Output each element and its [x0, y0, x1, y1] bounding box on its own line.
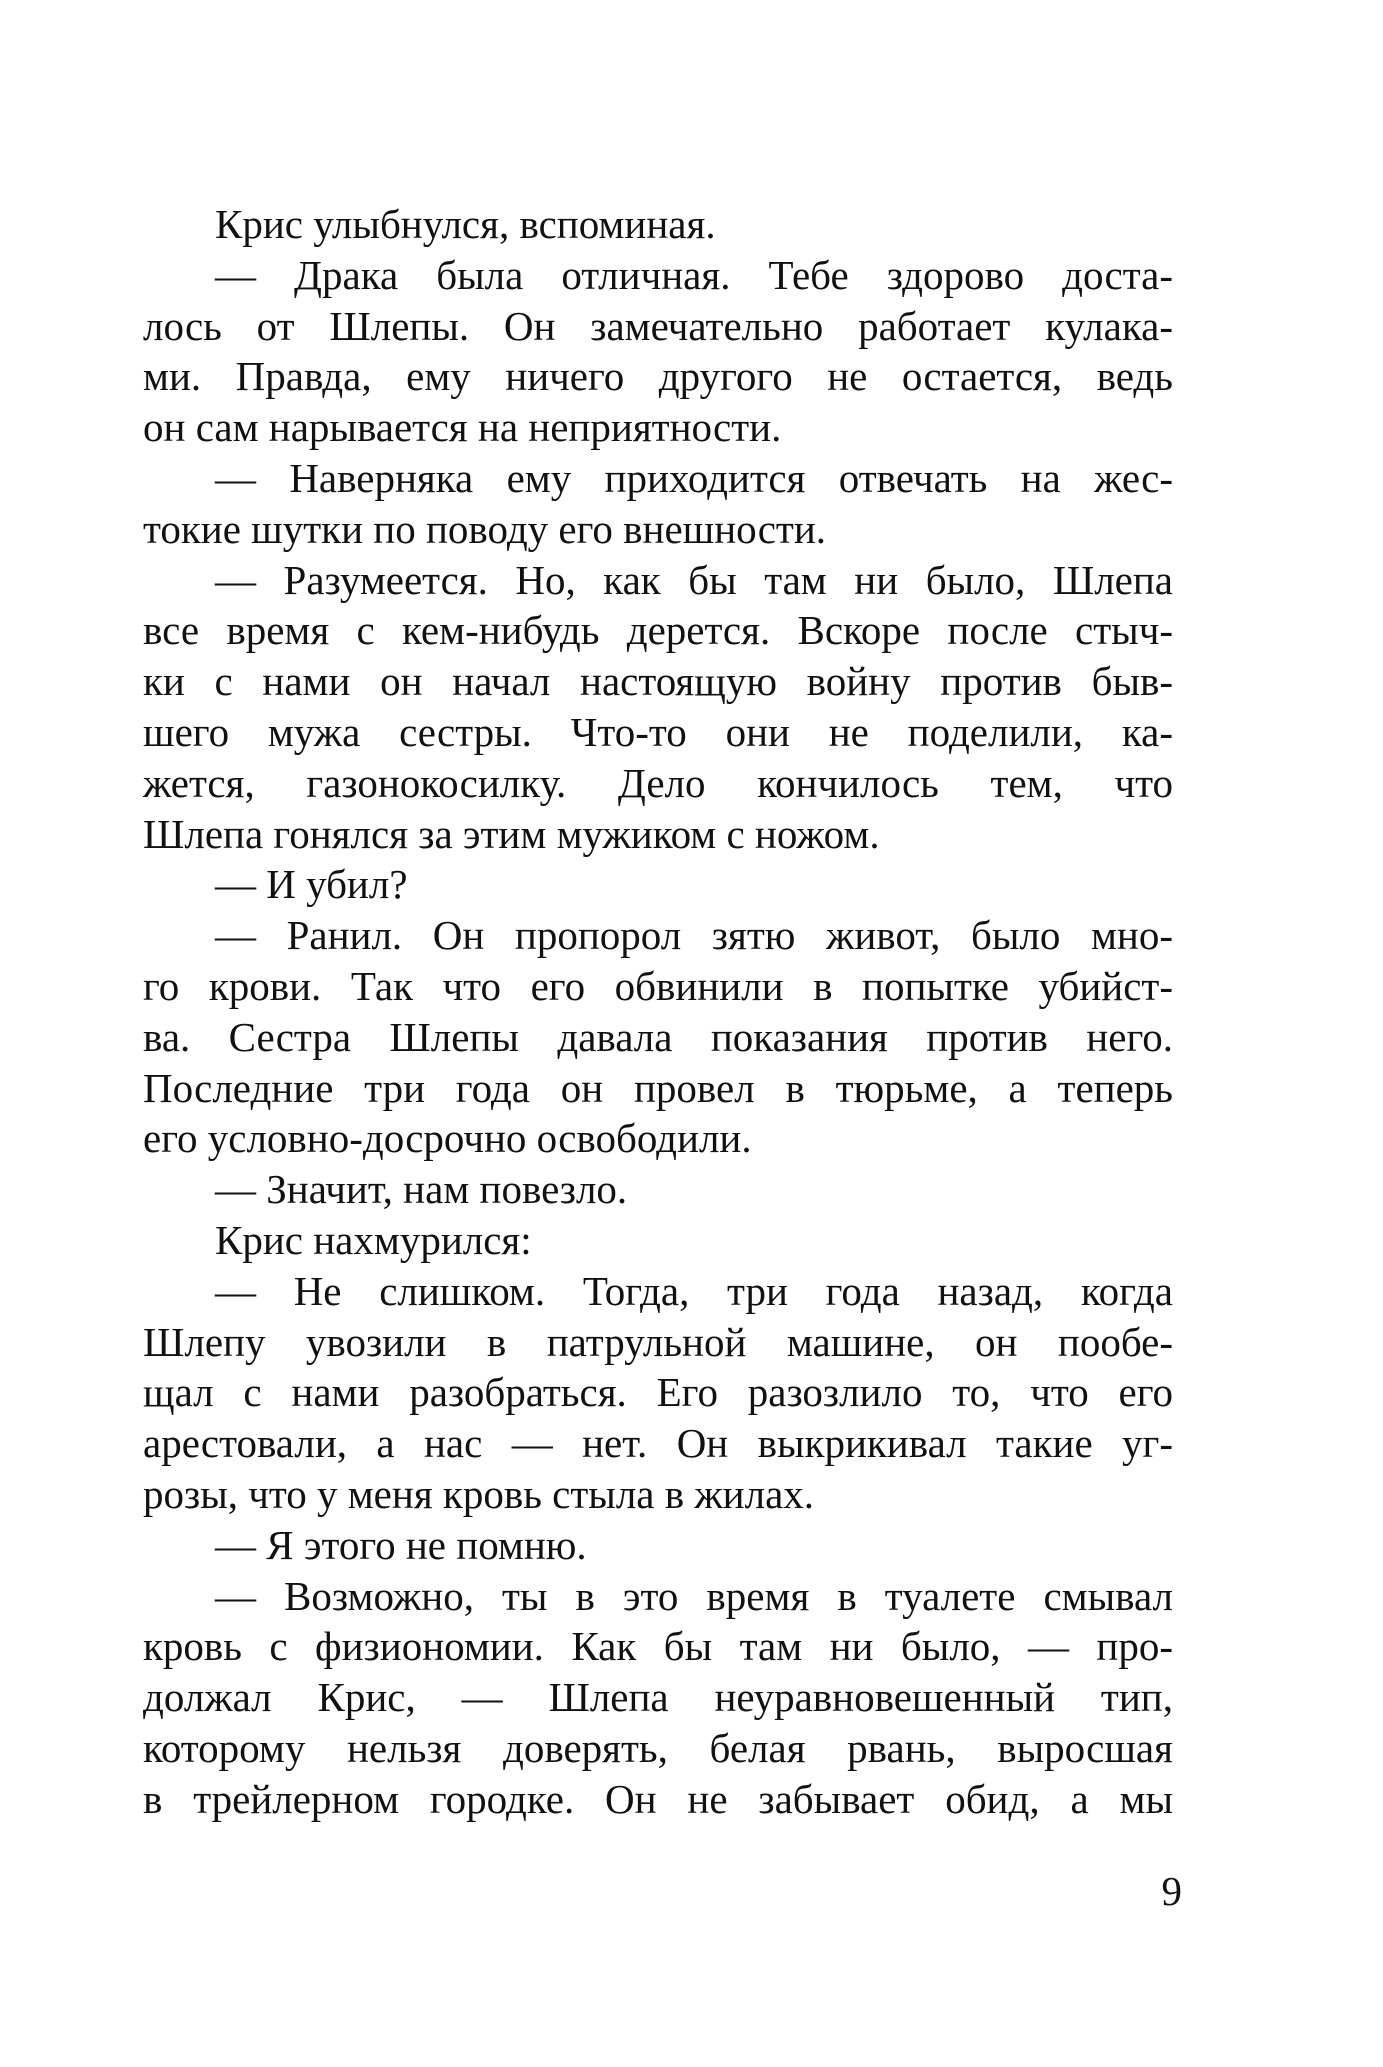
- text-line: кровь с физиономии. Как бы там ни было, — про-: [143, 1623, 1173, 1670]
- text-line: ми. Правда, ему ничего другого не остается, ведь: [143, 353, 1173, 400]
- text-line: арестовали, а нас — нет. Он выкрикивал такие уг-: [143, 1420, 1173, 1467]
- text-line: — Я этого не помню.: [215, 1521, 587, 1568]
- text-line: Шлепу увозили в патрульной машине, он пообе-: [143, 1318, 1173, 1365]
- text-line: жется, газонокосилку. Дело кончилось тем, что: [143, 759, 1173, 806]
- text-line: Шлепа гонялся за этим мужиком с ножом.: [143, 810, 880, 857]
- text-line: щал с нами разобраться. Его разозлило то, что его: [143, 1369, 1173, 1416]
- text-line: ва. Сестра Шлепы давала показания против него.: [143, 1013, 1173, 1060]
- text-line: токие шутки по поводу его внешности.: [143, 505, 827, 552]
- text-line: — Наверняка ему приходится отвечать на жес-: [215, 454, 1173, 501]
- text-line: его условно-досрочно освободили.: [143, 1115, 752, 1162]
- text-line: — Не слишком. Тогда, три года назад, когда: [215, 1267, 1173, 1314]
- text-line: в трейлерном городке. Он не забывает обид, а мы: [143, 1775, 1173, 1822]
- text-line: он сам нарывается на неприятности.: [143, 404, 782, 451]
- text-line: — Значит, нам повезло.: [215, 1166, 628, 1213]
- text-line: шего мужа сестры. Что-то они не поделили, ка-: [143, 708, 1173, 755]
- text-line: — Ранил. Он пропорол зятю живот, было мно-: [215, 912, 1173, 959]
- text-line: Крис нахмурился:: [215, 1216, 532, 1263]
- text-line: Последние три года он провел в тюрьме, а теперь: [143, 1064, 1173, 1111]
- text-line: — Возможно, ты в это время в туалете смывал: [215, 1572, 1173, 1619]
- text-line: все время с кем-нибудь дерется. Вскоре после стыч-: [143, 607, 1173, 654]
- page-text: [143, 199, 1173, 1825]
- page-number: 9: [1161, 1868, 1182, 1914]
- text-line: Крис улыбнулся, вспоминая.: [215, 201, 716, 247]
- text-line: должал Крис, — Шлепа неуравновешенный тип,: [143, 1674, 1173, 1721]
- text-line: — Разумеется. Но, как бы там ни было, Шлепа: [215, 556, 1173, 603]
- text-line: лось от Шлепы. Он замечательно работает кулака-: [143, 302, 1173, 349]
- text-line: — Драка была отличная. Тебе здорово доста-: [215, 251, 1173, 298]
- text-line: го крови. Так что его обвинили в попытке убийст-: [143, 962, 1173, 1009]
- text-line: розы, что у меня кровь стыла в жилах.: [143, 1470, 815, 1517]
- text-line: — И убил?: [215, 861, 408, 908]
- text-line: ки с нами он начал настоящую войну против быв-: [143, 658, 1173, 705]
- text-line: которому нельзя доверять, белая рвань, выросшая: [143, 1724, 1173, 1771]
